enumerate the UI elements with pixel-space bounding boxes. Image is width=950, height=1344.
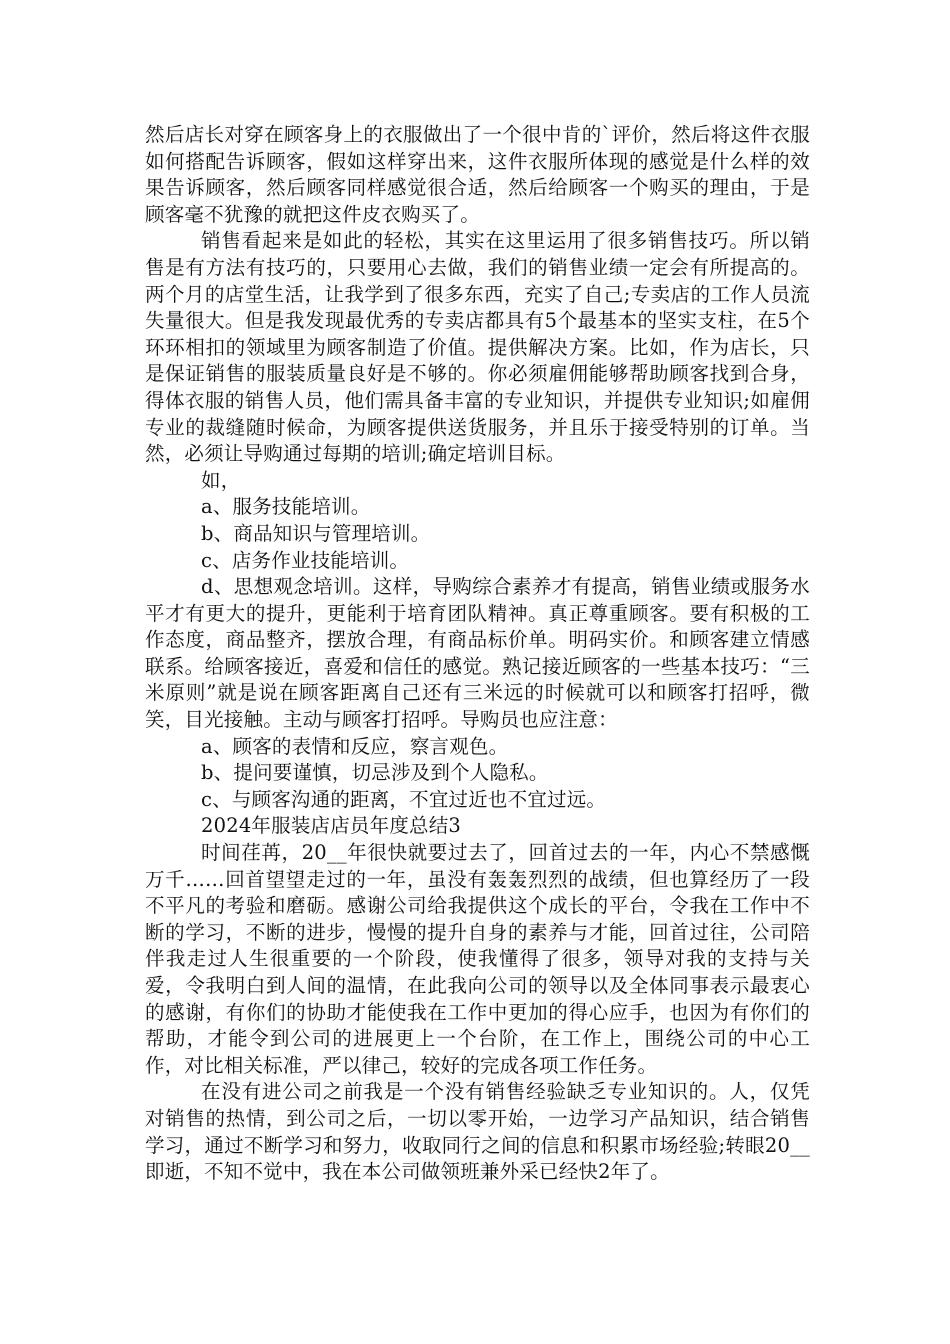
- list-item-product-knowledge: b、商品知识与管理培训。: [201, 521, 431, 545]
- paragraph-before-joining: 在没有进公司之前我是一个没有销售经验缺乏专业知识的。人，仅凭对销售的热情，到公司之后，一切以零开始，一边学习产品知识，结合销售学习，通过不断学习和努力，收取同行之间的信息和积累市场经验;转眼20__即逝，不知不觉中，我在本公司做领班兼外采已经快2年了。: [145, 1080, 810, 1184]
- list-item-communication-distance: c、与顾客沟通的距离，不宜过近也不宜过远。: [201, 787, 607, 811]
- document-body: [145, 122, 810, 1186]
- paragraph-year-review: 时间荏苒，20__年很快就要过去了，回首过去的一年，内心不禁感慨万千……回首望望走过的一年，虽没有轰轰烈烈的战绩，但也算经历了一段不平凡的考验和磨砺。感谢公司给我提供这个成长的平台，令我在工作中不断的学习，不断的进步，慢慢的提升自身的素养与才能，回首过往，公司陪伴我走过人生很重要的一个阶段，使我懂得了很多，领导对我的支持与关爱，令我明白到人间的温情，在此我向公司的领导以及全体同事表示最衷心的感谢，有你们的协助才能使我在工作中更加的得心应手，也因为有你们的帮助，才能令到公司的进展更上一个台阶，在工作上，围绕公司的中心工作，对比相关标准，严以律己，较好的完成各项工作任务。: [145, 841, 810, 1077]
- list-item-customer-expression: a、顾客的表情和反应，察言观色。: [201, 734, 509, 758]
- list-item-store-operations: c、店务作业技能培训。: [201, 548, 410, 572]
- list-item-careful-questions: b、提问要谨慎，切忌涉及到个人隐私。: [201, 761, 549, 785]
- paragraph-sales-techniques: 销售看起来是如此的轻松，其实在这里运用了很多销售技巧。所以销售是有方法有技巧的，只要用心去做，我们的销售业绩一定会有所提高的。两个月的店堂生活，让我学到了很多东西，充实了自己;专卖店的工作人员流失量很大。但是我发现最优秀的专卖店都具有5个最基本的坚实支柱，在5个环环相扣的领域里为顾客制造了价值。提供解决方案。比如，作为店长，只是保证销售的服装质量良好是不够的。你必须雇佣能够帮助顾客找到合身，得体衣服的销售人员，他们需具备丰富的专业知识，并提供专业知识;如雇佣专业的裁缝随时候命，为顾客提供送货服务，并且乐于接受特别的订单。当然，必须让导购通过每期的培训;确定培训目标。: [145, 229, 810, 466]
- paragraph-mindset-training: d、思想观念培训。这样，导购综合素养才有提高，销售业绩或服务水平才有更大的提升，更能利于培育团队精神。真正尊重顾客。要有积极的工作态度，商品整齐，摆放合理，有商品标价单。明码实价。和顾客建立情感联系。给顾客接近，喜爱和信任的感觉。熟记接近顾客的一些基本技巧：“三米原则”就是说在顾客距离自己还有三米远的时候就可以和顾客打招呼，微笑，目光接触。主动与顾客打招呼。导购员也应注意：: [145, 575, 810, 732]
- list-item-intro: 如，: [201, 468, 241, 492]
- list-item-service-skills: a、服务技能培训。: [201, 495, 371, 519]
- section-heading: 2024年服装店店员年度总结3: [201, 814, 462, 838]
- paragraph-fitting-intro: 然后店长对穿在顾客身上的衣服做出了一个很中肯的`评价，然后将这件衣服如何搭配告诉顾客，假如这样穿出来，这件衣服所体现的感觉是什么样的效果告诉顾客，然后顾客同样感觉很合适，然后给顾客一个购买的理由，于是顾客毫不犹豫的就把这件皮衣购买了。: [145, 123, 810, 226]
